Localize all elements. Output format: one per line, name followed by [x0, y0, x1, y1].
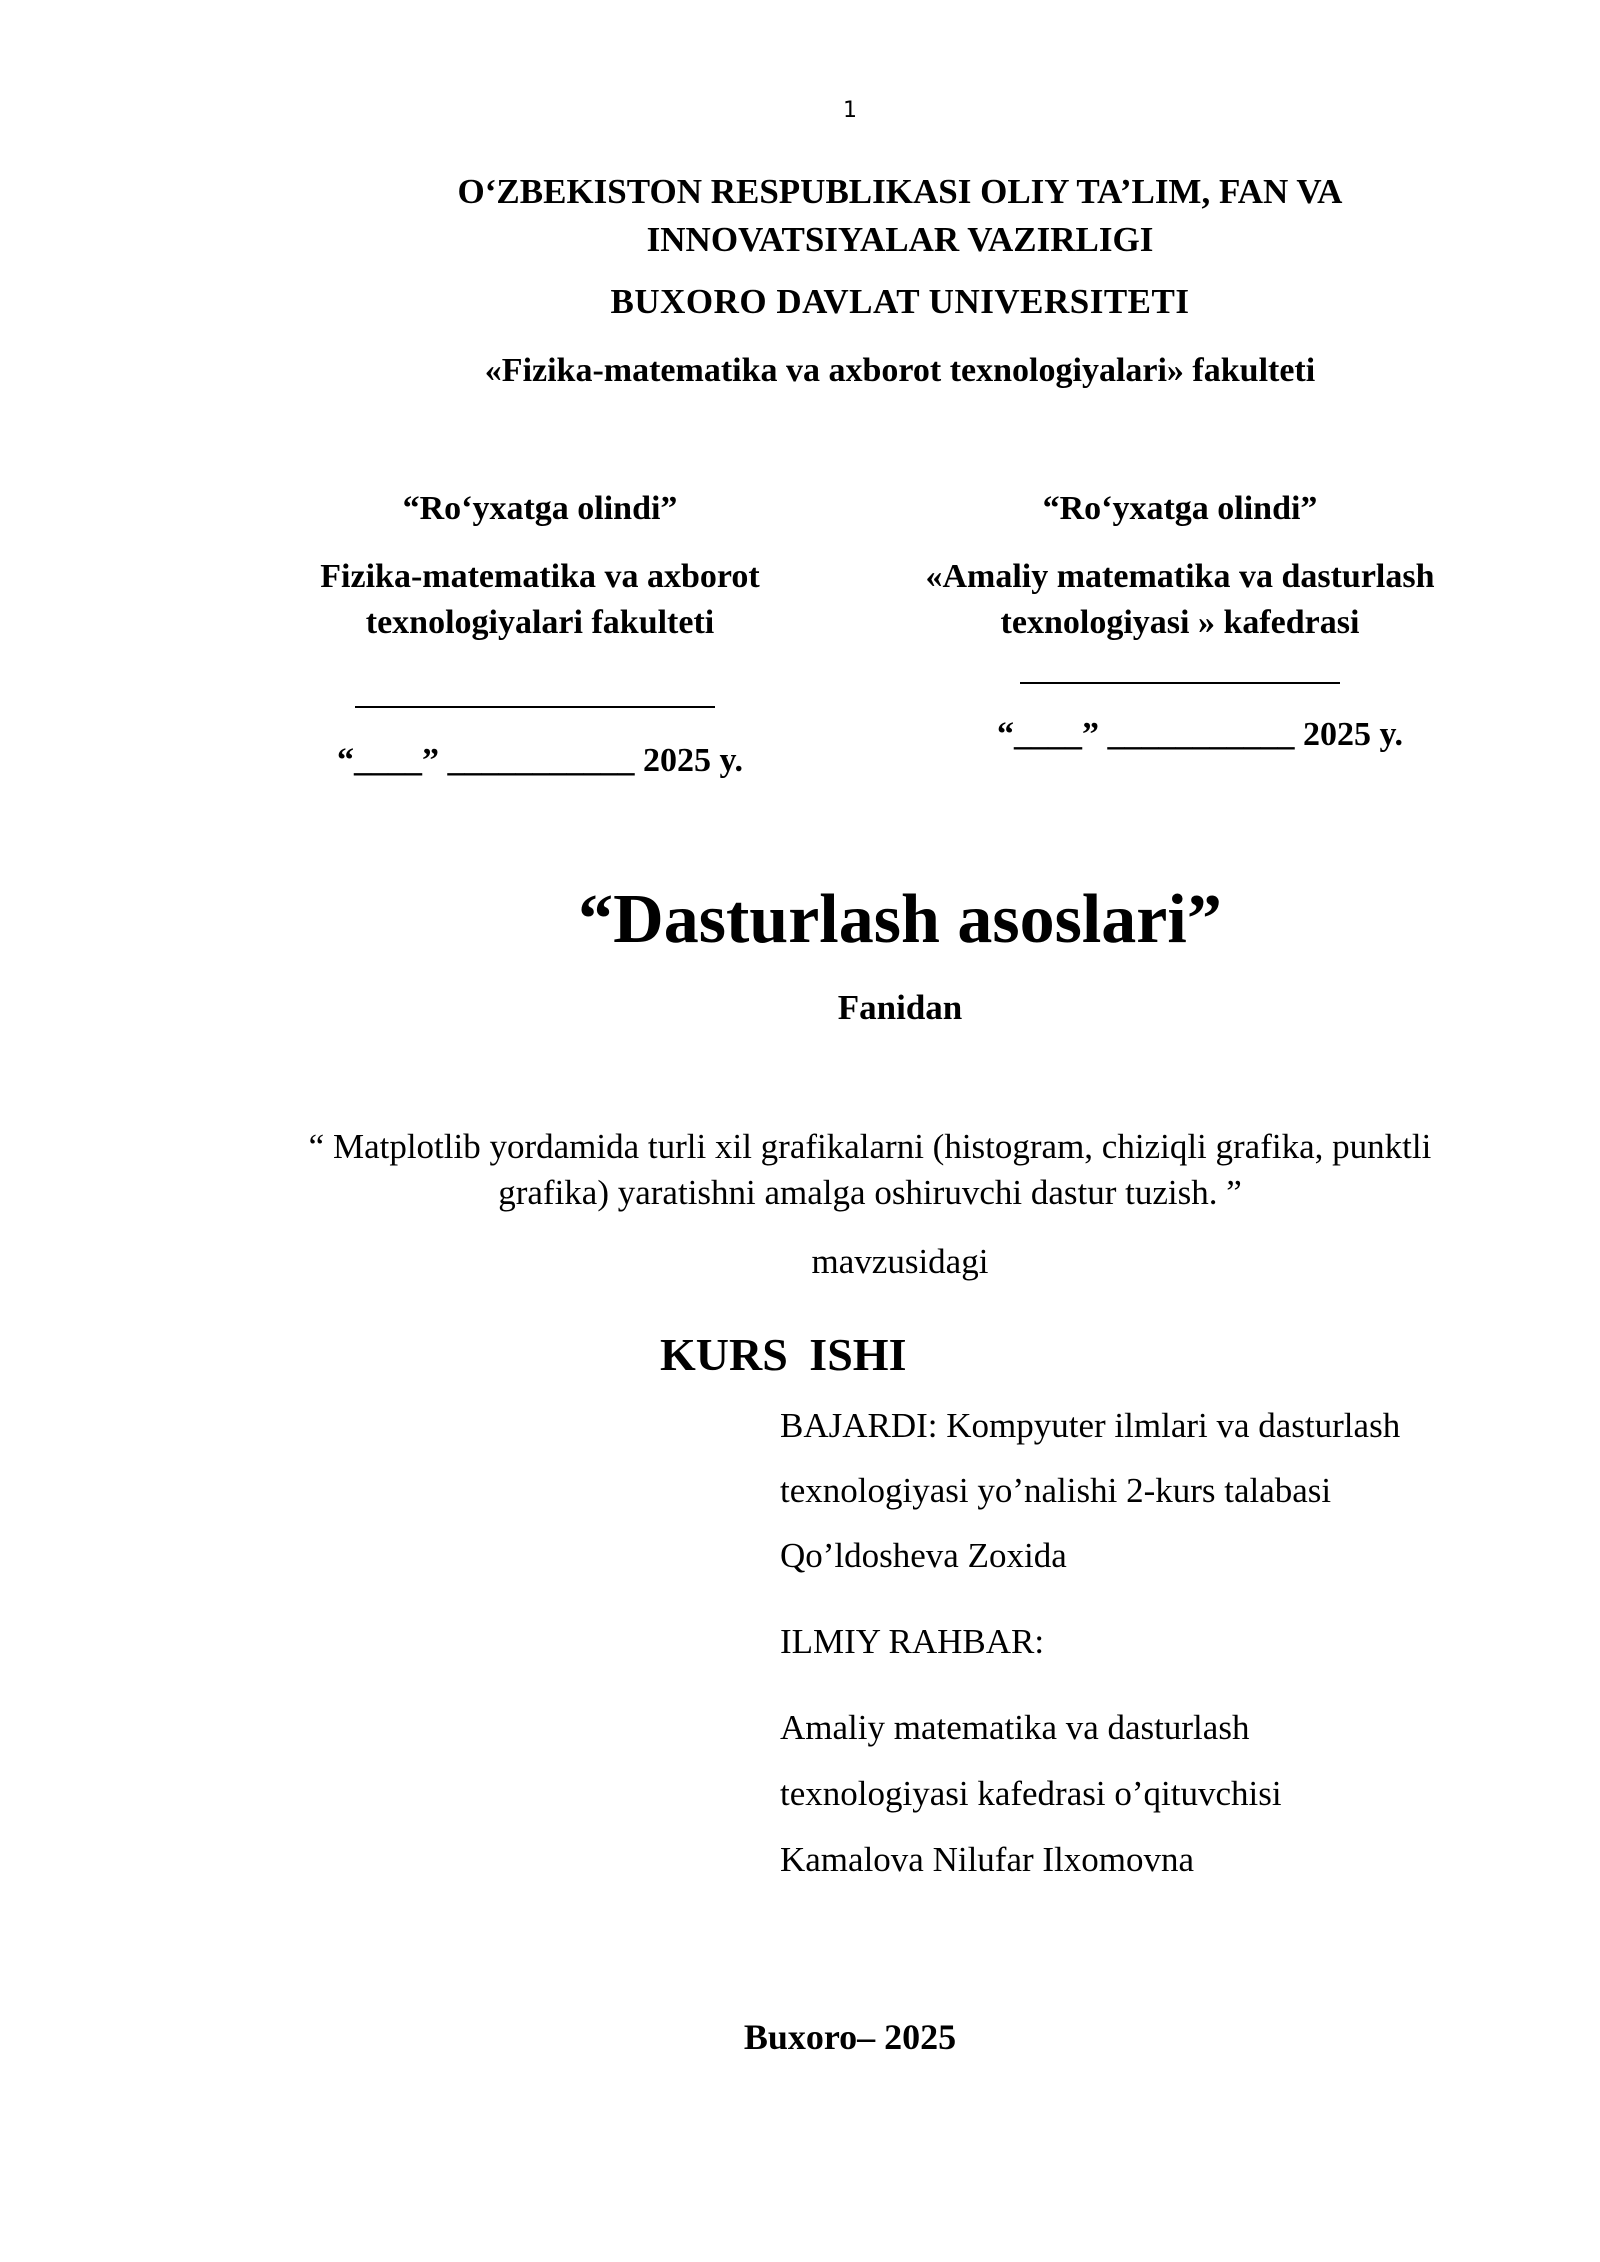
topic-text [220, 1124, 1520, 1216]
topic-line-1: “ Matplotlib yordamida turli xil grafikalarni (histogram, chiziqli grafika, punktli [308, 1127, 1432, 1166]
registration-right-line-2: texnologiyasi » kafedrasi [1000, 604, 1360, 641]
registration-left-title: “Ro‘yxatga olindi” [402, 490, 678, 527]
supervisor-name: Kamalova Nilufar Ilxomovna [780, 1840, 1195, 1879]
ministry-line-2: INNOVATSIYALAR VAZIRLIGI [646, 220, 1154, 259]
course-title: “Dasturlash asoslari” [578, 881, 1222, 958]
subject-label: Fanidan [837, 988, 963, 1027]
registration-left-line-2: texnologiyalari fakulteti [365, 604, 715, 641]
page-number: 1 [843, 98, 857, 123]
supervisor-label: ILMIY RAHBAR: [780, 1622, 1045, 1661]
registration-left-body [230, 554, 850, 646]
registration-right-title: “Ro‘yxatga olindi” [1042, 490, 1318, 527]
work-type-heading: KURS ISHI [660, 1329, 907, 1380]
university-name: BUXORO DAVLAT UNIVERSITETI [610, 282, 1190, 321]
ministry-line-1: O‘ZBEKISTON RESPUBLIKASI OLIY TA’LIM, FAN VA [457, 172, 1343, 211]
footer-city-year: Buxoro– 2025 [743, 2017, 957, 2057]
registration-right-signature-line [1020, 682, 1340, 684]
registration-left-date: “____” ___________ 2025 y. [336, 742, 744, 779]
author-line-1: BAJARDI: Kompyuter ilmlari va dasturlash [780, 1406, 1401, 1445]
supervisor-line-1: Amaliy matematika va dasturlash [780, 1708, 1250, 1747]
author-line-2: texnologiyasi yo’nalishi 2-kurs talabasi [780, 1471, 1332, 1510]
registration-right-body [870, 554, 1490, 646]
ministry-name [300, 168, 1500, 264]
topic-suffix: mavzusidagi [811, 1242, 989, 1281]
faculty-name: «Fizika-matematika va axborot texnologiyalari» fakulteti [484, 352, 1316, 389]
registration-right-line-1: «Amaliy matematika va dasturlash [925, 558, 1435, 595]
registration-right-date: “____” ___________ 2025 y. [996, 716, 1404, 753]
registration-left-signature-line [355, 706, 715, 708]
topic-line-2: grafika) yaratishni amalga oshiruvchi dastur tuzish. ” [498, 1173, 1242, 1212]
author-name: Qo’ldosheva Zoxida [780, 1536, 1067, 1575]
registration-left-line-1: Fizika-matematika va axborot [320, 558, 760, 595]
supervisor-line-2: texnologiyasi kafedrasi o’qituvchisi [780, 1774, 1282, 1813]
